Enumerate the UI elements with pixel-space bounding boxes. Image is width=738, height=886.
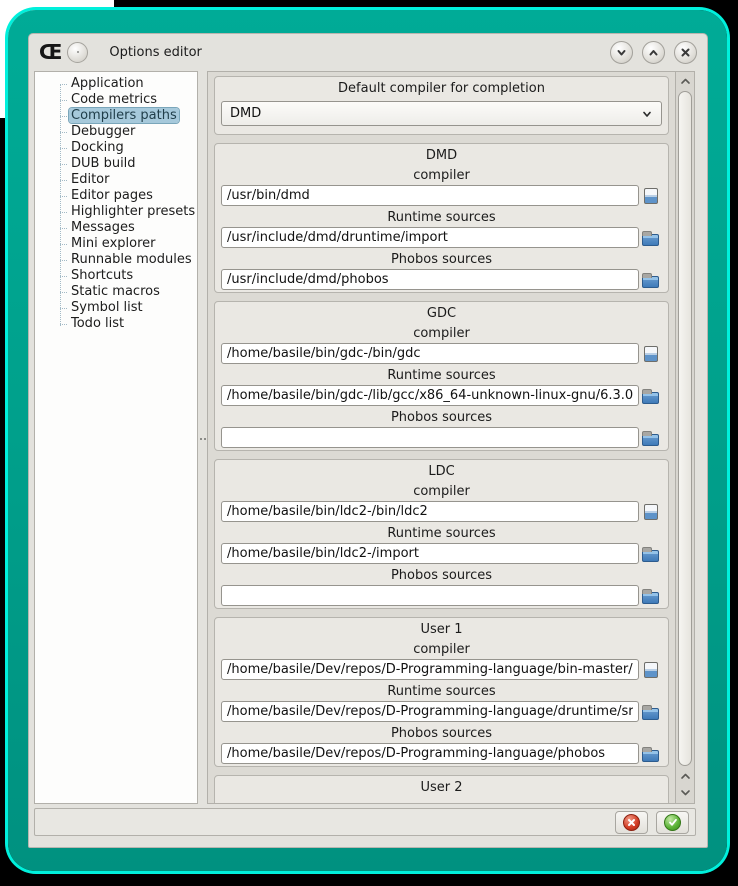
field-label: Phobos sources — [390, 410, 493, 425]
scroll-up-button-bottom[interactable] — [676, 768, 694, 785]
file-icon — [644, 504, 658, 520]
browse-folder-button[interactable] — [639, 546, 662, 562]
chevron-up-icon — [680, 77, 691, 86]
folder-icon — [642, 434, 659, 446]
field-label: compiler — [413, 168, 470, 183]
close-icon — [679, 46, 692, 59]
red-cross-icon — [623, 814, 640, 831]
file-icon — [644, 662, 658, 678]
dmd-compiler-input[interactable] — [221, 185, 639, 206]
sidebar-item-debugger[interactable]: Debugger — [35, 124, 197, 140]
sidebar-item-todo-list[interactable]: Todo list — [35, 316, 197, 332]
dialog-footer — [34, 808, 696, 836]
dmd-runtime-sources-input[interactable] — [221, 227, 639, 248]
sidebar-splitter[interactable] — [198, 71, 207, 804]
browse-folder-button[interactable] — [639, 588, 662, 604]
titlebar[interactable] — [29, 34, 707, 70]
sidebar-item-application[interactable]: Application — [35, 76, 197, 92]
chevron-down-icon — [641, 108, 653, 120]
sidebar-item-highlighter-presets[interactable]: Highlighter presets — [35, 204, 197, 220]
ldc-runtime-sources-input[interactable] — [221, 543, 639, 564]
folder-icon — [642, 550, 659, 562]
sidebar-item-messages[interactable]: Messages — [35, 220, 197, 236]
sidebar-item-editor[interactable]: Editor — [35, 172, 197, 188]
field-label: compiler — [413, 642, 470, 657]
sidebar-item-code-metrics[interactable]: Code metrics — [35, 92, 197, 108]
chevron-up-icon — [647, 46, 660, 59]
group-title: User 2 — [420, 780, 463, 795]
field-label: Runtime sources — [387, 210, 496, 225]
sidebar-item-mini-explorer[interactable]: Mini explorer — [35, 236, 197, 252]
dmd-phobos-sources-input[interactable] — [221, 269, 639, 290]
field-label: Runtime sources — [387, 368, 496, 383]
menu-dot-icon — [77, 51, 79, 53]
folder-icon — [642, 234, 659, 246]
browse-folder-button[interactable] — [639, 746, 662, 762]
field-label: Runtime sources — [387, 526, 496, 541]
browse-file-button[interactable] — [639, 188, 662, 204]
window-menu-button[interactable] — [67, 42, 88, 63]
sidebar-item-shortcuts[interactable]: Shortcuts — [35, 268, 197, 284]
ldc-phobos-sources-input[interactable] — [221, 585, 639, 606]
group-title: User 1 — [420, 622, 463, 637]
folder-icon — [642, 276, 659, 288]
scrollbar-thumb[interactable] — [678, 91, 692, 766]
categories-tree — [34, 71, 198, 804]
gdc-runtime-sources-input[interactable] — [221, 385, 639, 406]
field-label: Phobos sources — [390, 568, 493, 583]
default-compiler-select[interactable] — [221, 101, 662, 126]
compiler-group-ldc — [214, 459, 669, 609]
sidebar-item-editor-pages[interactable]: Editor pages — [35, 188, 197, 204]
browse-folder-button[interactable] — [639, 230, 662, 246]
settings-panel — [207, 71, 695, 804]
compiler-group-gdc — [214, 301, 669, 451]
sidebar-item-compilers-paths[interactable]: Compilers paths — [35, 108, 197, 124]
cancel-button[interactable] — [615, 811, 648, 834]
sidebar-item-static-macros[interactable]: Static macros — [35, 284, 197, 300]
folder-icon — [642, 392, 659, 404]
window-frame — [8, 10, 727, 871]
sidebar-item-symbol-list[interactable]: Symbol list — [35, 300, 197, 316]
gdc-compiler-input[interactable] — [221, 343, 639, 364]
group-title: DMD — [425, 148, 458, 163]
folder-icon — [642, 750, 659, 762]
group-title: LDC — [428, 464, 455, 479]
window-title: Options editor — [109, 44, 202, 60]
chevron-down-icon — [615, 46, 628, 59]
sidebar-item-docking[interactable]: Docking — [35, 140, 197, 156]
browse-folder-button[interactable] — [639, 704, 662, 720]
splitter-grip-icon — [200, 438, 202, 440]
options-editor-window — [28, 33, 708, 848]
shade-button[interactable] — [610, 41, 633, 64]
unshade-button[interactable] — [642, 41, 665, 64]
window-controls — [610, 41, 697, 64]
close-button[interactable] — [674, 41, 697, 64]
field-label: Phobos sources — [390, 252, 493, 267]
user1-runtime-sources-input[interactable] — [221, 701, 639, 722]
ldc-compiler-input[interactable] — [221, 501, 639, 522]
field-label: compiler — [413, 326, 470, 341]
browse-folder-button[interactable] — [639, 430, 662, 446]
folder-icon — [642, 708, 659, 720]
field-label: Phobos sources — [390, 726, 493, 741]
user1-compiler-input[interactable] — [221, 659, 639, 680]
browse-folder-button[interactable] — [639, 272, 662, 288]
file-icon — [644, 346, 658, 362]
browse-folder-button[interactable] — [639, 388, 662, 404]
browse-file-button[interactable] — [639, 346, 662, 362]
field-label: compiler — [413, 484, 470, 499]
green-check-icon — [664, 814, 681, 831]
compiler-group-user1 — [214, 617, 669, 767]
folder-icon — [642, 592, 659, 604]
group-title: GDC — [426, 306, 457, 321]
group-title: Default compiler for completion — [338, 81, 545, 96]
compiler-group-user2 — [214, 775, 669, 803]
field-label: Runtime sources — [387, 684, 496, 699]
scroll-down-button[interactable] — [676, 784, 694, 801]
app-logo-icon: Œ — [39, 40, 61, 64]
gdc-phobos-sources-input[interactable] — [221, 427, 639, 448]
user1-phobos-sources-input[interactable] — [221, 743, 639, 764]
browse-file-button[interactable] — [639, 504, 662, 520]
chevron-down-icon — [680, 788, 691, 797]
selected-compiler-value: DMD — [230, 106, 262, 121]
compiler-group-dmd — [214, 143, 669, 293]
file-icon — [644, 188, 658, 204]
sidebar-item-runnable-modules[interactable]: Runnable modules — [35, 252, 197, 268]
chevron-up-icon — [680, 772, 691, 781]
accept-button[interactable] — [656, 811, 689, 834]
sidebar-item-dub-build[interactable]: DUB build — [35, 156, 197, 172]
vertical-scrollbar[interactable] — [675, 72, 694, 803]
scroll-up-button[interactable] — [676, 73, 694, 90]
browse-file-button[interactable] — [639, 662, 662, 678]
completion-group — [214, 76, 669, 135]
settings-scroll-area — [208, 72, 675, 803]
